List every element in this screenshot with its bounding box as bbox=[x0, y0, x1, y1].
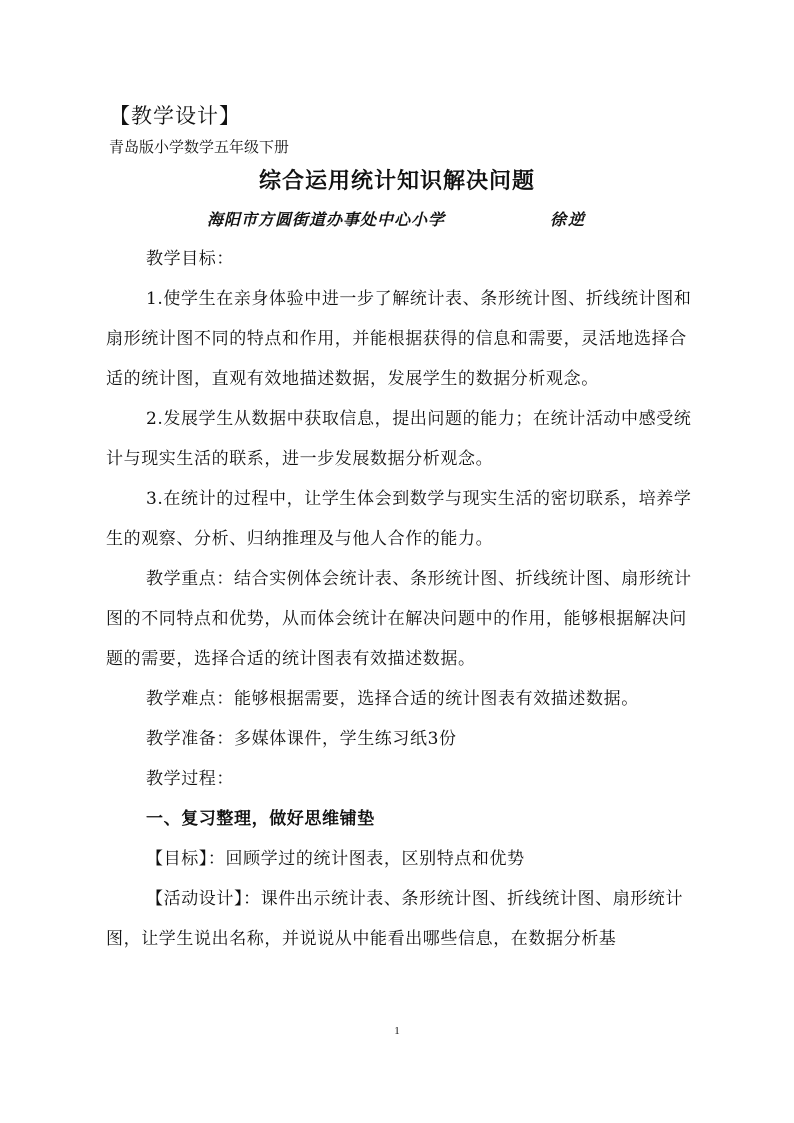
goal-paragraph-1: 1.使学生在亲身体验中进一步了解统计表、条形统计图、折线统计图和扇形统计图不同的特点和作用，并能根据获得的信息和需要，灵活地选择合适的统计图，直观有效地描述数据，发展学生的数据分析观念。 bbox=[106, 289, 692, 389]
school-name: 海阳市方圆街道办事处中心小学 bbox=[207, 210, 446, 229]
activity-paragraph: 【活动设计】：课件出示统计表、条形统计图、折线统计图、扇形统计图，让学生说出名称，并说说从中能看出哪些信息，在数据分析基 bbox=[106, 889, 684, 949]
section-1-heading: 一、复习整理，做好思维铺垫 bbox=[146, 809, 375, 829]
page-number: 1 bbox=[394, 1025, 400, 1037]
document-title: 综合运用统计知识解决问题 bbox=[258, 168, 535, 194]
textbook-subtitle: 青岛版小学数学五年级下册 bbox=[109, 138, 290, 156]
author-name: 徐逆 bbox=[550, 210, 587, 229]
key-points-paragraph: 教学重点：结合实例体会统计表、条形统计图、折线统计图、扇形统计图的不同特点和优势，从而体会统计在解决问题中的作用，能够根据解决问题的需要，选择合适的统计图表有效描述数据。 bbox=[106, 569, 692, 669]
objective-paragraph: 【目标】：回顾学过的统计图表，区别特点和优势 bbox=[146, 849, 525, 869]
document-body bbox=[106, 239, 696, 959]
preparation-paragraph: 教学准备：多媒体课件，学生练习纸3份 bbox=[146, 729, 457, 749]
goal-paragraph-3: 3.在统计的过程中，让学生体会到数学与现实生活的密切联系，培养学生的观察、分析、归纳推理及与他人合作的能力。 bbox=[106, 489, 692, 549]
process-label: 教学过程： bbox=[146, 769, 234, 789]
goals-label: 教学目标： bbox=[146, 249, 234, 269]
goal-paragraph-2: 2.发展学生从数据中获取信息，提出问题的能力；在统计活动中感受统计与现实生活的联系，进一步发展数据分析观念。 bbox=[106, 409, 692, 469]
section-title: 【教学设计】 bbox=[109, 104, 241, 128]
difficulties-paragraph: 教学难点：能够根据需要，选择合适的统计图表有效描述数据。 bbox=[146, 689, 639, 709]
